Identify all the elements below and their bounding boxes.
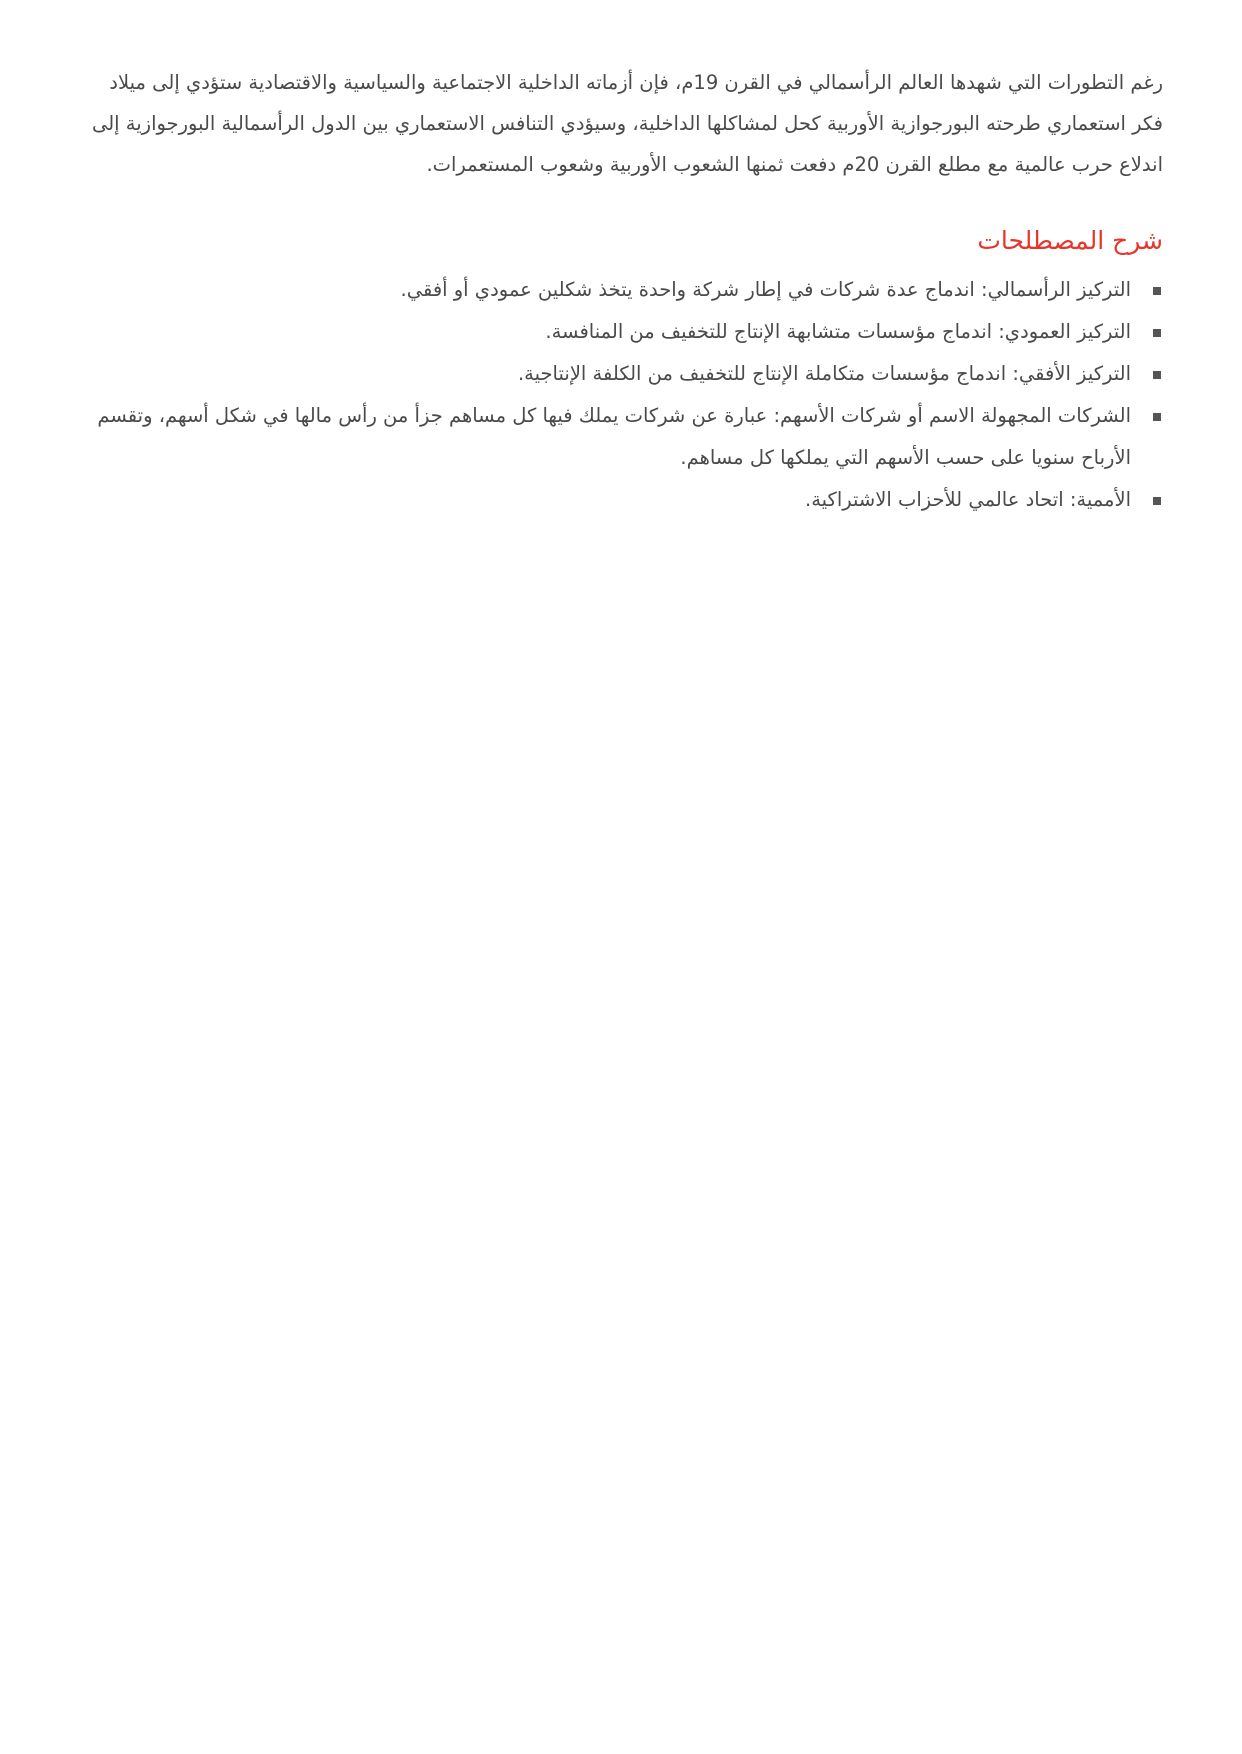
term-text: التركيز الرأسمالي: اندماج عدة شركات في إطار شركة واحدة يتخذ شكلين عمودي أو أفقي. — [400, 278, 1131, 301]
list-item — [73, 269, 1163, 311]
square-bullet-icon — [1153, 329, 1161, 337]
section-heading: شرح المصطلحات — [977, 226, 1163, 255]
term-text: الأممية: اتحاد عالمي للأحزاب الاشتراكية. — [805, 488, 1131, 511]
square-bullet-icon — [1153, 413, 1161, 421]
intro-paragraph: رغم التطورات التي شهدها العالم الرأسمالي في القرن 19م، فإن أزماته الداخلية الاجتماعية والسياسية والاقتصادية ستؤدي إلى ميلاد فكر استعماري طرحته البورجوازية الأوربية كحل لمشاكلها الداخلية، وسيؤدي التنافس الاستعماري بين الدول الرأسمالية البورجوازية إلى اندلاع حرب عالمية مع مطلع القرن 20م دفعت ثمنها الشعوب الأوربية وشعوب المستعمرات. — [91, 71, 1163, 176]
square-bullet-icon — [1153, 371, 1161, 379]
list-item — [73, 479, 1163, 521]
square-bullet-icon — [1153, 497, 1161, 505]
term-text: التركيز الأفقي: اندماج مؤسسات متكاملة الإنتاج للتخفيف من الكلفة الإنتاجية. — [517, 362, 1131, 385]
list-item — [73, 395, 1163, 479]
list-item — [73, 311, 1163, 353]
document-content — [73, 62, 1163, 521]
terms-list — [73, 269, 1163, 521]
list-item — [73, 353, 1163, 395]
square-bullet-icon — [1153, 287, 1161, 295]
term-text: التركيز العمودي: اندماج مؤسسات متشابهة الإنتاج للتخفيف من المنافسة. — [545, 320, 1131, 343]
term-text: الشركات المجهولة الاسم أو شركات الأسهم: عبارة عن شركات يملك فيها كل مساهم جزأ من رأس مالها في شكل أسهم، وتقسم الأرباح سنويا على حسب الأسهم التي يملكها كل مساهم. — [97, 404, 1131, 469]
